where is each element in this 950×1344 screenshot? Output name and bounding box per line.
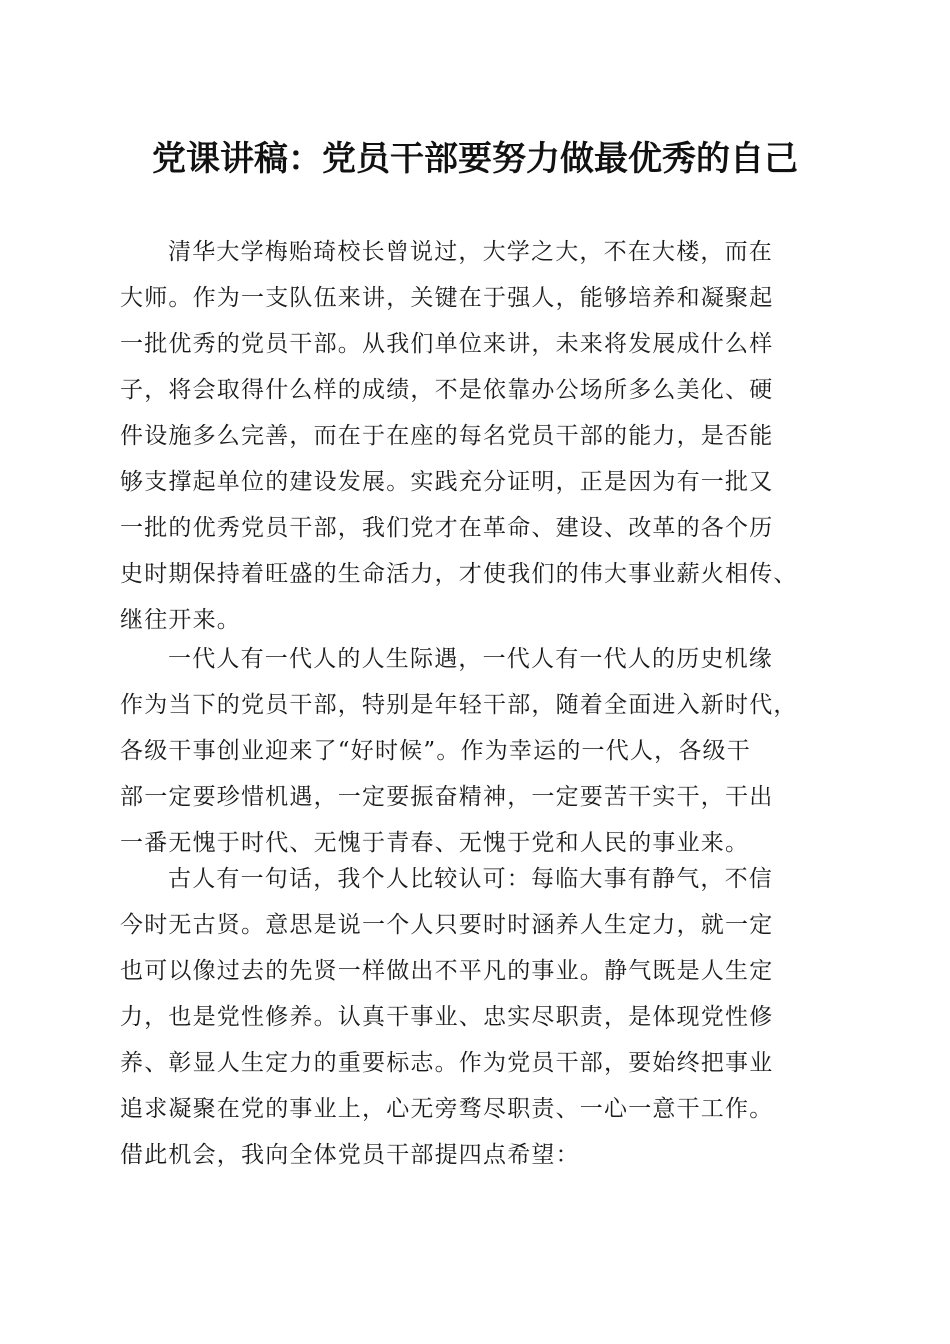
paragraph-line: 史时期保持着旺盛的生命活力，才使我们的伟大事业薪火相传、 [120,561,798,587]
paragraph-line: 古人有一句话，我个人比较认可：每临大事有静气，不信 [168,866,773,892]
paragraph-line: 一批优秀的党员干部。从我们单位来讲，未来将发展成什么样 [120,331,774,357]
paragraph-line: 借此机会，我向全体党员干部提四点希望： [120,1142,580,1168]
paragraph-line: 也可以像过去的先贤一样做出不平凡的事业。静气既是人生定 [120,958,774,984]
paragraph-line: 大师。作为一支队伍来讲，关键在于强人，能够培养和凝聚起 [120,285,774,311]
paragraph-line: 够支撑起单位的建设发展。实践充分证明，正是因为有一批又 [120,469,774,495]
paragraph-line: 一批的优秀党员干部，我们党才在革命、建设、改革的各个历 [120,515,774,541]
paragraph-line: 继往开来。 [120,607,241,633]
paragraph-line: 力，也是党性修养。认真干事业、忠实尽职责，是体现党性修 [120,1004,774,1030]
paragraph-line: 养、彰显人生定力的重要标志。作为党员干部，要始终把事业 [120,1050,774,1076]
paragraph-line: 清华大学梅贻琦校长曾说过，大学之大，不在大楼，而在 [168,239,773,265]
paragraph-line: 件设施多么完善，而在于在座的每名党员干部的能力，是否能 [120,423,774,449]
paragraph-line: 一代人有一代人的人生际遇，一代人有一代人的历史机缘 [168,646,773,672]
paragraph-line: 各级干事创业迎来了“好时候”。作为幸运的一代人，各级干 [120,738,751,764]
paragraph-line: 子，将会取得什么样的成绩，不是依靠办公场所多么美化、硬 [120,377,774,403]
paragraph-line: 追求凝聚在党的事业上，心无旁骛尽职责、一心一意干工作。 [120,1096,774,1122]
paragraph-line: 部一定要珍惜机遇，一定要振奋精神，一定要苦干实干，干出 [120,784,774,810]
paragraph-line: 今时无古贤。意思是说一个人只要时时涵养人生定力，就一定 [120,912,774,938]
document-title: 党课讲稿：党员干部要努力做最优秀的自己 [152,139,798,179]
paragraph-line: 作为当下的党员干部，特别是年轻干部，随着全面进入新时代， [120,692,798,718]
paragraph-line: 一番无愧于时代、无愧于青春、无愧于党和人民的事业来。 [120,830,750,856]
